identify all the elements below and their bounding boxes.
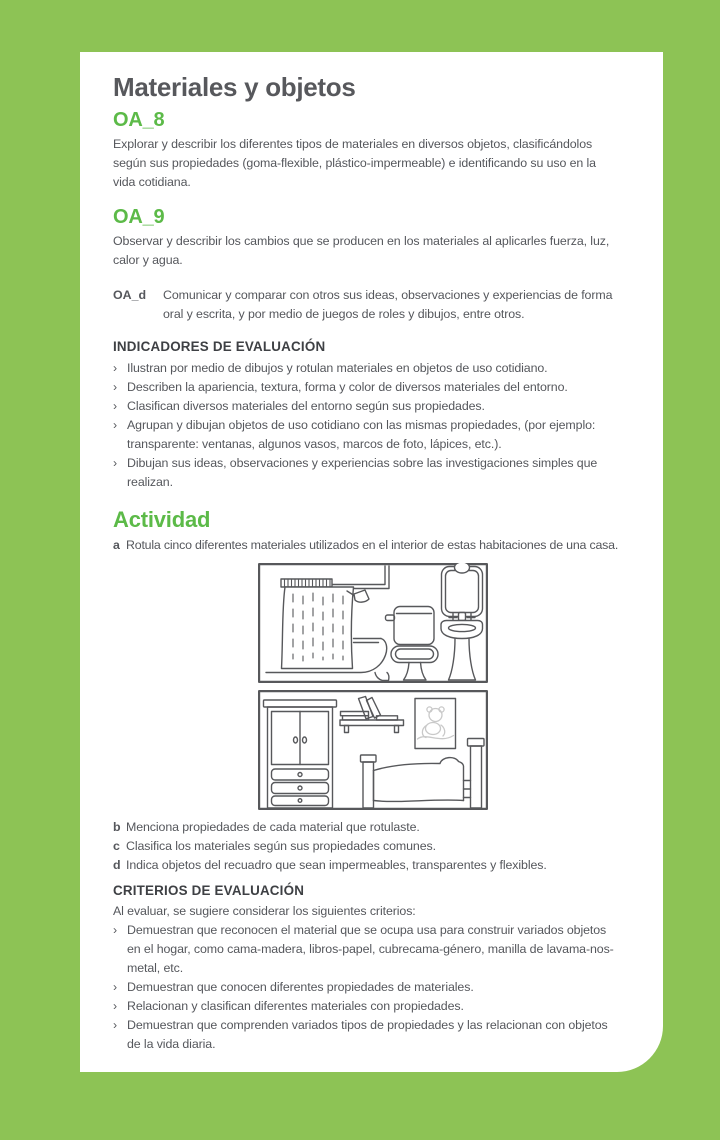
criterios-list: [113, 921, 619, 1054]
oa8-heading: OA_8: [113, 109, 165, 131]
list-item: [113, 359, 619, 378]
oad-row: [113, 286, 619, 324]
actividad-heading: Actividad: [113, 507, 211, 532]
task-c-text: Clasifica los materiales según sus propiedades comunes.: [126, 839, 436, 853]
task-d-text: Indica objetos del recuadro que sean impermeables, transparentes y flexibles.: [126, 858, 547, 872]
list-item: [113, 1016, 619, 1054]
list-item: [113, 378, 619, 397]
section-criterios: [113, 883, 619, 1054]
toilet: [386, 607, 439, 681]
section-oa9: [113, 206, 619, 270]
shower-curtain: [281, 579, 354, 669]
bullet-icon: ›: [113, 923, 118, 937]
bullet-icon: ›: [113, 999, 118, 1013]
list-item-text: Demuestran que conocen diferentes propiedades de materiales.: [127, 980, 474, 994]
task-d-label: d: [113, 858, 121, 872]
task-b: [113, 818, 619, 837]
sink: [441, 613, 483, 681]
task-c-label: c: [113, 839, 120, 853]
task-a-text: Rotula cinco diferentes materiales utilizados en el interior de estas habitaciones de una casa.: [126, 538, 619, 552]
bullet-icon: ›: [113, 456, 118, 470]
worksheet-card: [80, 52, 663, 1072]
criterios-heading: CRITERIOS DE EVALUACIÓN: [113, 883, 305, 898]
bullet-icon: ›: [113, 418, 118, 432]
bullet-icon: ›: [113, 361, 118, 375]
section-actividad: [113, 508, 619, 875]
list-item: [113, 921, 619, 978]
bullet-icon: ›: [113, 1018, 118, 1032]
shower-wall: [332, 566, 389, 589]
room-illustrations: [258, 563, 488, 810]
criterios-intro: Al evaluar, se sugiere considerar los siguientes criterios:: [113, 904, 416, 918]
oa8-description: Explorar y describir los diferentes tipos de materiales en diversos objetos, clasificándolos según sus propiedades (goma-flexible, plástico-impermeable) e identificando su uso en la vida cotidiana.: [113, 137, 596, 189]
oa9-heading: OA_9: [113, 206, 165, 228]
bullet-icon: ›: [113, 980, 118, 994]
task-b-label: b: [113, 820, 121, 834]
mirror: [442, 563, 483, 617]
page-title: Materiales y objetos: [113, 72, 356, 102]
bullet-icon: ›: [113, 399, 118, 413]
book-shelf: [340, 697, 404, 733]
list-item-text: Ilustran por medio de dibujos y rotulan materiales en objetos de uso cotidiano.: [127, 361, 548, 375]
bathroom-illustration: [258, 563, 488, 683]
list-item: [113, 997, 619, 1016]
task-a-label: a: [113, 538, 120, 552]
list-item: [113, 978, 619, 997]
list-item-text: Demuestran que comprenden variados tipos de propiedades y las relacionan con objetos de la vida diaria.: [127, 1018, 608, 1051]
indicadores-heading: INDICADORES DE EVALUACIÓN: [113, 339, 326, 354]
list-item-text: Relacionan y clasifican diferentes materiales con propiedades.: [127, 999, 464, 1013]
wardrobe: [264, 700, 337, 808]
section-indicadores: [113, 339, 619, 492]
list-item-text: Demuestran que reconocen el material que se ocupa usa para construir variados objetos en el hogar, como cama-madera, libros-papel, cubrecama-género, manilla de lavama-nos-metal, etc.: [127, 923, 614, 975]
oa9-description: Observar y describir los cambios que se producen en los materiales al aplicarles fuerza, luz, calor y agua.: [113, 234, 610, 267]
task-d: [113, 856, 619, 875]
list-item-text: Agrupan y dibujan objetos de uso cotidiano con las mismas propiedades, (por ejemplo: transparente: ventanas, algunos vasos, marcos de foto, lápices, etc.).: [127, 418, 596, 451]
oad-description: Comunicar y comparar con otros sus ideas, observaciones y experiencias de forma oral y escrita, y por medio de juegos de roles y dibujos, entre otros.: [163, 288, 613, 321]
oad-label: OA_d: [113, 288, 147, 302]
indicadores-list: [113, 359, 619, 492]
list-item: [113, 416, 619, 454]
picture-frame: [415, 699, 456, 749]
task-b-text: Menciona propiedades de cada material que rotulaste.: [126, 820, 420, 834]
bedroom-illustration: [258, 690, 488, 810]
bathroom-line-drawing: [258, 563, 488, 683]
list-item-text: Dibujan sus ideas, observaciones y experiencias sobre las investigaciones simples que realizan.: [127, 456, 598, 489]
list-item-text: Describen la apariencia, textura, forma y color de diversos materiales del entorno.: [127, 380, 568, 394]
task-c: [113, 837, 619, 856]
list-item: [113, 454, 619, 492]
bedroom-line-drawing: [258, 690, 488, 810]
task-a: [113, 536, 619, 555]
list-item-text: Clasifican diversos materiales del entorno según sus propiedades.: [127, 399, 485, 413]
teddy-bear-doodle: [418, 707, 454, 739]
section-oa8: [113, 109, 619, 192]
bullet-icon: ›: [113, 380, 118, 394]
task-list: [113, 818, 619, 875]
list-item: [113, 397, 619, 416]
